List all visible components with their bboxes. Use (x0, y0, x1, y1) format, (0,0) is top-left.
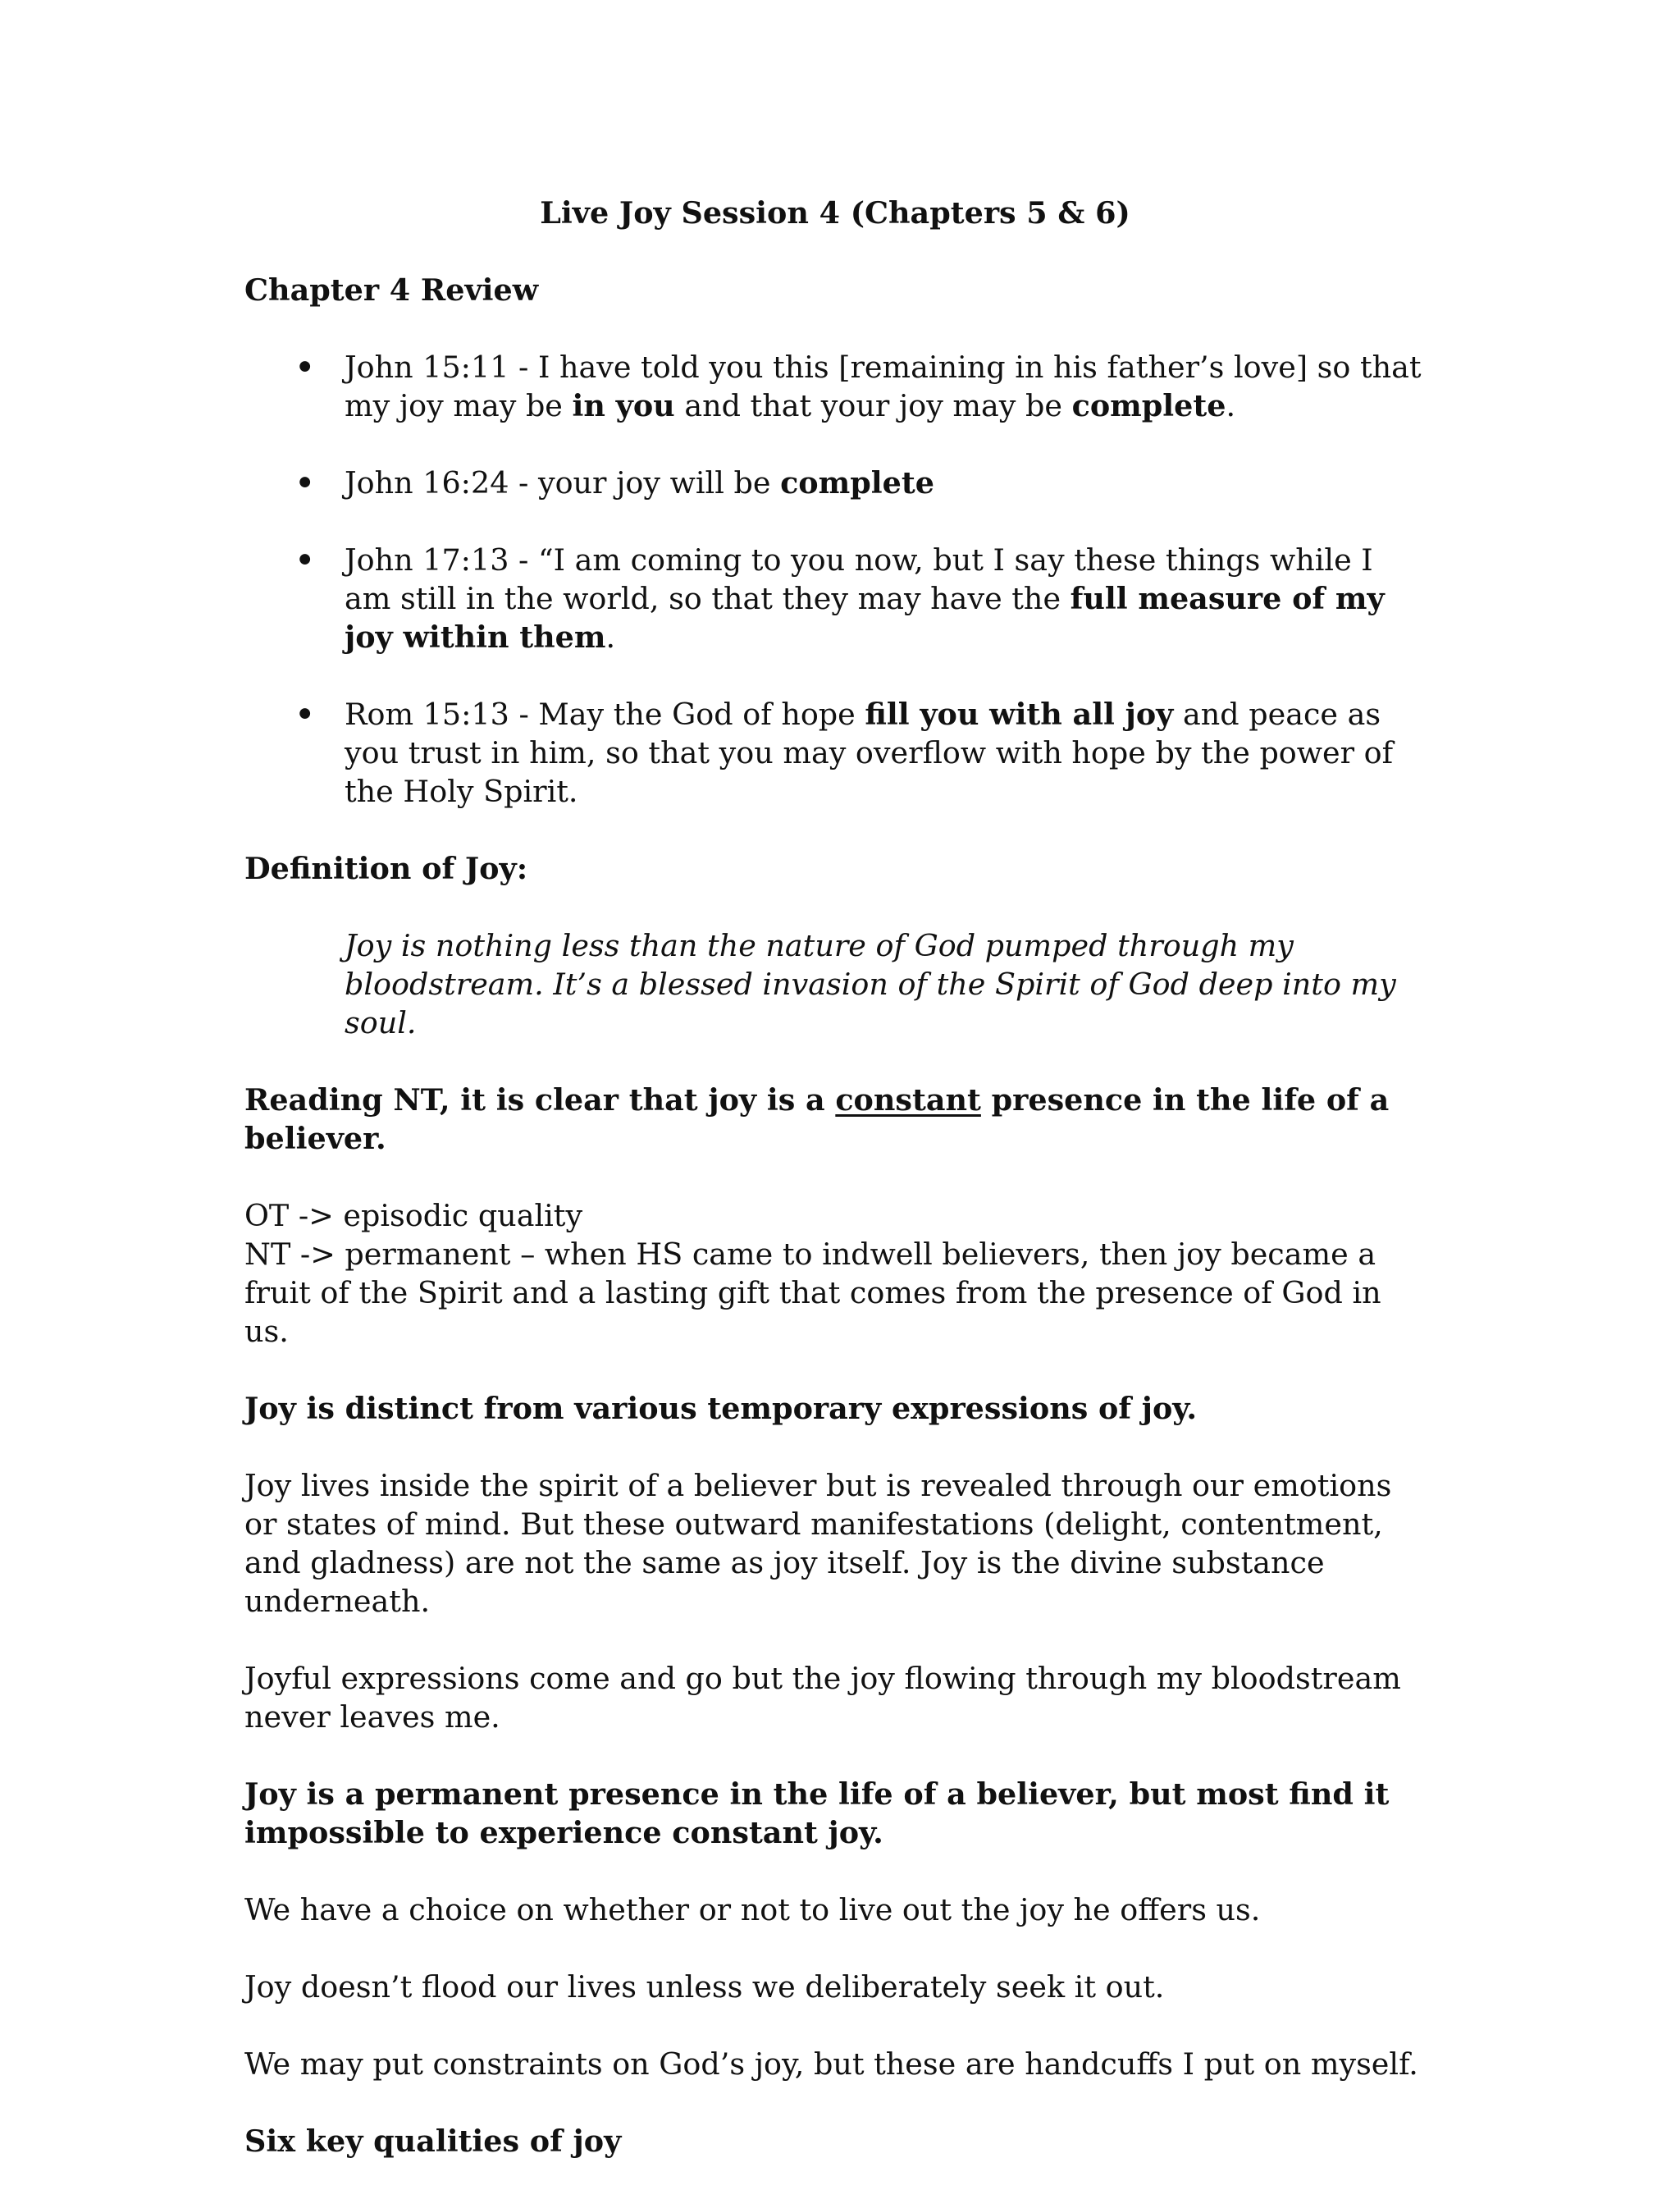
distinct-heading: Joy is distinct from various temporary expressions of joy. (244, 1391, 1198, 1426)
verse-emphasis: fill you with all joy (865, 697, 1174, 732)
permanent-paragraph-1: We have a choice on whether or not to live out the joy he offers us. (244, 1892, 1261, 1927)
heading-text: presence in the life of a believer. (244, 1082, 1390, 1156)
distinct-paragraph-1: Joy lives inside the spirit of a believer but is revealed through our emotions or states of mind. But these outward manifestations (delight, contentment, and gladness) are not the same as joy itself. Joy is the divine substance underneath. (244, 1468, 1392, 1619)
review-bullet-list (244, 348, 1426, 811)
verse-text: John 17:13 - “I am coming to you now, but I say these things while I am still in the world, so that they may have the (345, 542, 1373, 616)
verse-emphasis: complete (780, 465, 934, 501)
bullet-icon: • (295, 350, 315, 385)
verse-text: . (605, 619, 616, 655)
verse-text: Rom 15:13 - May the God of hope (345, 697, 865, 732)
verse-text: and that your joy may be (674, 388, 1072, 423)
list-item (244, 695, 1426, 811)
permanent-paragraph-3: We may put constraints on God’s joy, but these are handcuffs I put on myself. (244, 2046, 1418, 2082)
bullet-icon: • (295, 697, 315, 732)
heading-text: Reading NT, it is clear that joy is a (244, 1082, 836, 1118)
verse-emphasis: complete (1071, 388, 1226, 423)
document-body (244, 194, 1426, 2199)
page-title: Live Joy Session 4 (Chapters 5 & 6) (540, 195, 1130, 231)
nt-line: NT -> permanent – when HS came to indwell believers, then joy became a fruit of the Spirit and a lasting gift that comes from the presence of God in us. (244, 1237, 1381, 1349)
permanent-heading: Joy is a permanent presence in the life of a believer, but most find it impossible to experience constant joy. (244, 1776, 1390, 1850)
bullet-icon: • (295, 542, 315, 578)
heading-underlined-word: constant (835, 1082, 981, 1118)
reading-nt-heading (244, 1081, 1426, 1158)
bullet-icon: • (295, 465, 315, 501)
list-item (244, 348, 1426, 425)
verse-text: John 15:11 - I have told you this [remaining in his father’s love] so that my joy may be (345, 350, 1422, 423)
verse-emphasis: full measure of my joy within them (345, 581, 1385, 655)
definition-heading: Definition of Joy: (244, 851, 528, 886)
permanent-paragraph-2: Joy doesn’t flood our lives unless we deliberately seek it out. (244, 1969, 1165, 2005)
verse-text: . (1226, 388, 1236, 423)
distinct-paragraph-2: Joyful expressions come and go but the joy flowing through my bloodstream never leaves me. (244, 1661, 1401, 1735)
verse-text: and peace as you trust in him, so that you may overflow with hope by the power of the Holy Spirit. (345, 697, 1394, 809)
verse-text: John 16:24 - your joy will be (345, 465, 781, 501)
ot-line: OT -> episodic quality (244, 1198, 583, 1233)
six-qualities-heading: Six key qualities of joy (244, 2124, 622, 2159)
list-item (244, 541, 1426, 656)
list-item (244, 464, 1426, 502)
definition-quote: Joy is nothing less than the nature of God pumped through my bloodstream. It’s a blessed invasion of the Spirit of God deep into my soul. (345, 928, 1396, 1040)
verse-emphasis: in you (572, 388, 675, 423)
chapter-review-heading: Chapter 4 Review (244, 272, 539, 308)
